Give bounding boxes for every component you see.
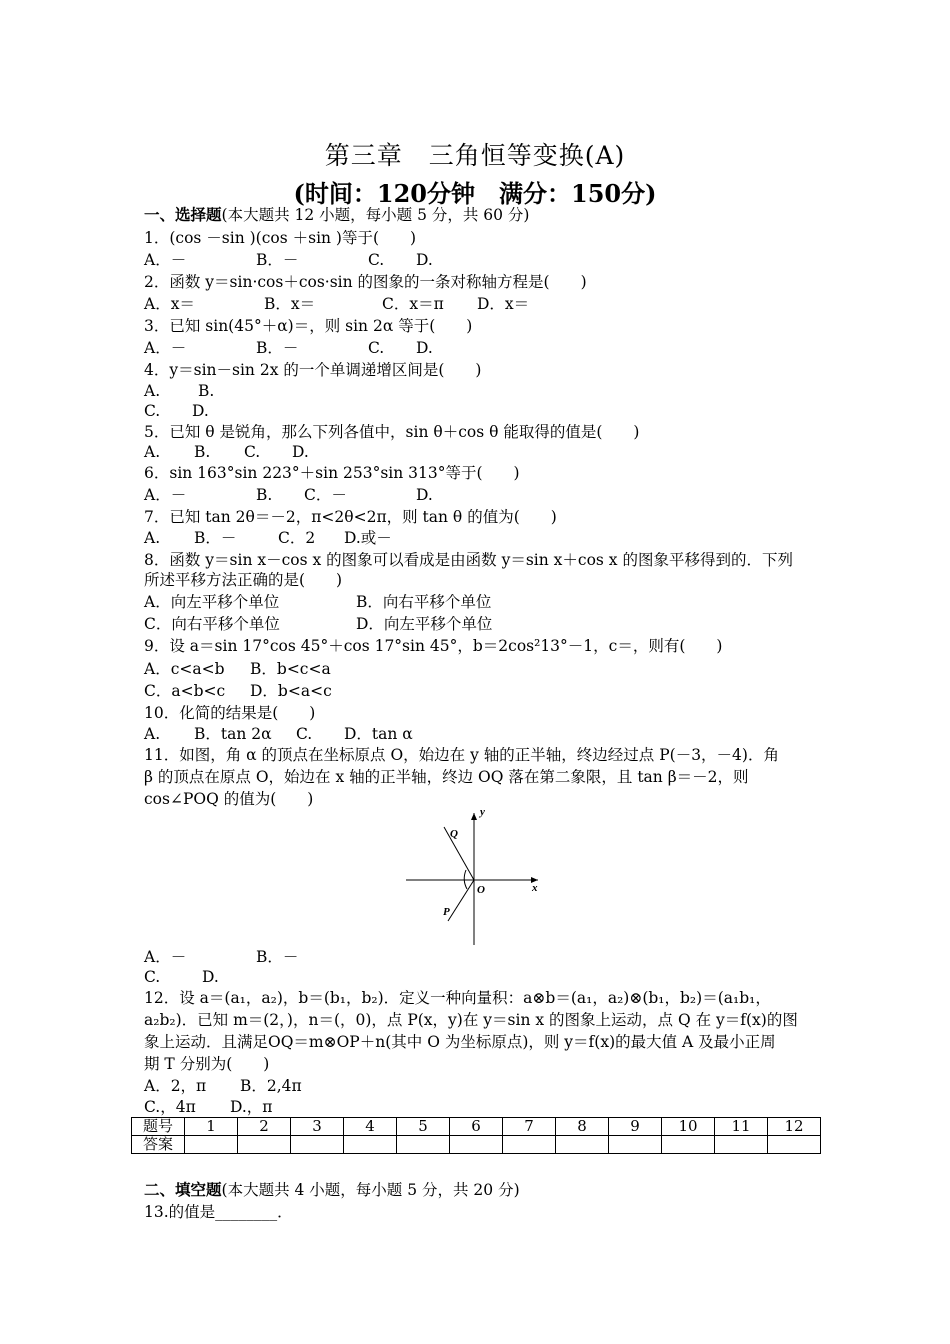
q8-option-c: C．向右平移个单位 <box>144 615 280 633</box>
q9-option-d: D．b<a<c <box>250 682 332 700</box>
question-11-options-cd <box>144 967 219 987</box>
q5-option-d: D. <box>292 443 309 461</box>
question-number-cell: 7 <box>503 1118 556 1136</box>
q6-option-c: C．－ <box>304 486 347 504</box>
q5-option-c: C. <box>244 443 261 461</box>
answer-table <box>131 1117 821 1154</box>
q12-option-a: A．2，π <box>144 1077 207 1095</box>
x-label: x <box>532 882 538 894</box>
answer-cell[interactable] <box>185 1136 238 1154</box>
section1-heading-line <box>144 205 529 225</box>
q5-option-b: B. <box>194 443 211 461</box>
q11-option-c: C. <box>144 968 161 986</box>
q10-option-c: C. <box>296 725 313 743</box>
q-label: Q <box>450 828 458 840</box>
q11-option-d: D. <box>202 968 219 986</box>
answer-table-answer-row <box>132 1136 821 1154</box>
q7-option-b: B．－ <box>194 529 237 547</box>
q5-option-a: A. <box>144 443 161 461</box>
q3-option-b: B．－ <box>256 339 299 357</box>
q2-option-d: D．x＝ <box>477 295 530 313</box>
q8-option-b: B．向右平移个单位 <box>356 593 492 611</box>
answer-table-number-row <box>132 1118 821 1136</box>
question-number-cell: 9 <box>609 1118 662 1136</box>
answer-cell[interactable] <box>503 1136 556 1154</box>
answer-header: 答案 <box>132 1136 185 1154</box>
page-subtitle: (时间：120分钟 满分：150分) <box>293 179 657 208</box>
question-number-cell: 11 <box>715 1118 768 1136</box>
q4-option-a: A. <box>144 382 161 400</box>
q4-option-d: D. <box>192 402 209 420</box>
question-number-cell: 5 <box>397 1118 450 1136</box>
q3-option-a: A．－ <box>144 339 187 357</box>
page-title: 第三章 三角恒等变换(A) <box>324 141 626 170</box>
question-11-line-1: 11．如图，角 α 的顶点在坐标原点 O，始边在 y 轴的正半轴，终边经过点 P(－3，－4)．角 <box>144 746 779 764</box>
q10-option-a: A. <box>144 725 161 743</box>
q6-option-b: B. <box>256 486 273 504</box>
q1-option-c: C. <box>368 251 385 269</box>
y-axis-arrow-icon <box>471 813 477 820</box>
question-number-cell: 10 <box>662 1118 715 1136</box>
section2-heading-line <box>144 1180 520 1200</box>
question-10: 10．化简的结果是( ) <box>144 704 316 722</box>
question-9-options-cd <box>144 681 332 701</box>
section1-heading: 一、选择题 <box>144 205 222 224</box>
q9-option-a: A．c<a<b <box>144 660 225 678</box>
question-12-line-4: 期 T 分别为( ) <box>144 1055 270 1073</box>
q6-option-a: A．－ <box>144 486 187 504</box>
answer-cell[interactable] <box>344 1136 397 1154</box>
q4-option-c: C. <box>144 402 161 420</box>
question-13: 13.的值是________． <box>144 1203 293 1221</box>
q2-option-b: B．x＝ <box>264 295 316 313</box>
q1-option-a: A．－ <box>144 251 187 269</box>
question-6: 6．sin 163°sin 223°＋sin 253°sin 313°等于( ) <box>144 464 520 482</box>
question-11-line-3: cos∠POQ 的值为( ) <box>144 790 314 808</box>
question-5-options <box>144 442 309 462</box>
question-1: 1．(cos －sin )(cos ＋sin )等于( ) <box>144 229 417 247</box>
q8-option-d: D．向左平移个单位 <box>356 615 493 633</box>
q11-option-a: A．－ <box>144 948 187 966</box>
question-8-line-2: 所述平移方法正确的是( ) <box>144 571 343 589</box>
q12-option-b: B．2,4π <box>240 1077 302 1095</box>
answer-cell[interactable] <box>291 1136 344 1154</box>
question-7-options <box>144 528 392 548</box>
question-number-header: 题号 <box>132 1118 185 1136</box>
q3-option-c: C. <box>368 339 385 357</box>
section1-note: (本大题共 12 小题，每小题 5 分，共 60 分) <box>221 206 530 224</box>
q7-option-a: A. <box>144 529 161 547</box>
question-12-options-ab <box>144 1076 302 1096</box>
answer-cell[interactable] <box>238 1136 291 1154</box>
q12-option-d: D.，π <box>230 1098 273 1116</box>
question-5: 5．已知 θ 是锐角，那么下列各值中，sin θ＋cos θ 能取得的值是( ) <box>144 423 640 441</box>
ray-oq <box>444 827 474 880</box>
answer-cell[interactable] <box>609 1136 662 1154</box>
question-12-line-1: 12．设 a＝(a₁，a₂)，b＝(b₁，b₂)．定义一种向量积：a⊗b＝(a₁，a₂)⊗(b₁，b₂)＝(a₁b₁， <box>144 989 771 1007</box>
answer-cell[interactable] <box>556 1136 609 1154</box>
y-label: y <box>480 806 485 818</box>
question-3-options <box>144 338 433 358</box>
answer-cell[interactable] <box>715 1136 768 1154</box>
question-1-options <box>144 250 433 270</box>
question-12-line-3: 象上运动．且满足OQ＝m⊗OP＋n(其中 O 为坐标原点)，则 y＝f(x)的最大值 A 及最小正周 <box>144 1033 776 1051</box>
question-number-cell: 3 <box>291 1118 344 1136</box>
q9-option-b: B．b<c<a <box>250 660 331 678</box>
answer-cell[interactable] <box>450 1136 503 1154</box>
q7-option-c: C．2 <box>278 529 316 547</box>
question-8-options-ab <box>144 592 491 612</box>
question-number-cell: 4 <box>344 1118 397 1136</box>
q12-option-c: C.，4π <box>144 1098 196 1116</box>
q11-option-b: B．－ <box>256 948 299 966</box>
answer-cell[interactable] <box>662 1136 715 1154</box>
q6-option-d: D. <box>416 486 433 504</box>
ray-op <box>448 880 474 921</box>
question-3: 3．已知 sin(45°＋α)＝，则 sin 2α 等于( ) <box>144 317 473 335</box>
q2-option-a: A．x＝ <box>144 295 195 313</box>
q7-option-d: D.或－ <box>344 529 392 547</box>
q3-option-d: D. <box>416 339 433 357</box>
q2-option-c: C．x＝π <box>382 295 444 313</box>
question-9-options-ab <box>144 659 331 679</box>
question-12-line-2: a₂b₂)．已知 m＝(2，)，n＝(，0)，点 P(x，y)在 y＝sin x 的图象上运动，点 Q 在 y＝f(x)的图 <box>144 1011 798 1029</box>
q8-option-a: A．向左平移个单位 <box>144 593 280 611</box>
q4-option-b: B. <box>198 382 215 400</box>
question-number-cell: 6 <box>450 1118 503 1136</box>
question-4-options-cd <box>144 401 209 421</box>
q10-option-d: D．tan α <box>344 725 413 743</box>
question-4: 4．y＝sin－sin 2x 的一个单调递增区间是( ) <box>144 361 482 379</box>
question-number-cell: 1 <box>185 1118 238 1136</box>
question-8-line-1: 8．函数 y＝sin x－cos x 的图象可以看成是由函数 y＝sin x＋cos x 的图象平移得到的．下列 <box>144 551 793 569</box>
coordinate-figure <box>400 803 550 948</box>
section2-heading: 二、填空题 <box>144 1180 222 1199</box>
q10-option-b: B．tan 2α <box>194 725 272 743</box>
question-number-cell: 12 <box>768 1118 821 1136</box>
question-7: 7．已知 tan 2θ＝－2，π<2θ<2π，则 tan θ 的值为( ) <box>144 508 557 526</box>
q1-option-b: B．－ <box>256 251 299 269</box>
question-number-cell: 2 <box>238 1118 291 1136</box>
p-label: P <box>443 906 450 918</box>
answer-cell[interactable] <box>397 1136 450 1154</box>
answer-cell[interactable] <box>768 1136 821 1154</box>
origin-label: O <box>477 884 485 896</box>
question-12-options-cd <box>144 1097 273 1117</box>
q1-option-d: D. <box>416 251 433 269</box>
question-2-options <box>144 294 529 314</box>
question-9: 9．设 a＝sin 17°cos 45°＋cos 17°sin 45°，b＝2cos²13°－1，c＝，则有( ) <box>144 637 723 655</box>
question-10-options <box>144 724 413 744</box>
question-2: 2．函数 y＝sin·cos＋cos·sin 的图象的一条对称轴方程是( ) <box>144 273 587 291</box>
question-8-options-cd <box>144 614 492 634</box>
question-11-line-2: β 的顶点在原点 O，始边在 x 轴的正半轴，终边 OQ 落在第二象限，且 tan β＝－2，则 <box>144 768 749 786</box>
q9-option-c: C．a<b<c <box>144 682 226 700</box>
question-6-options <box>144 485 433 505</box>
section2-note: (本大题共 4 小题，每小题 5 分，共 20 分) <box>221 1181 520 1199</box>
question-4-options-ab <box>144 381 214 401</box>
question-11-options-ab <box>144 947 298 967</box>
question-number-cell: 8 <box>556 1118 609 1136</box>
